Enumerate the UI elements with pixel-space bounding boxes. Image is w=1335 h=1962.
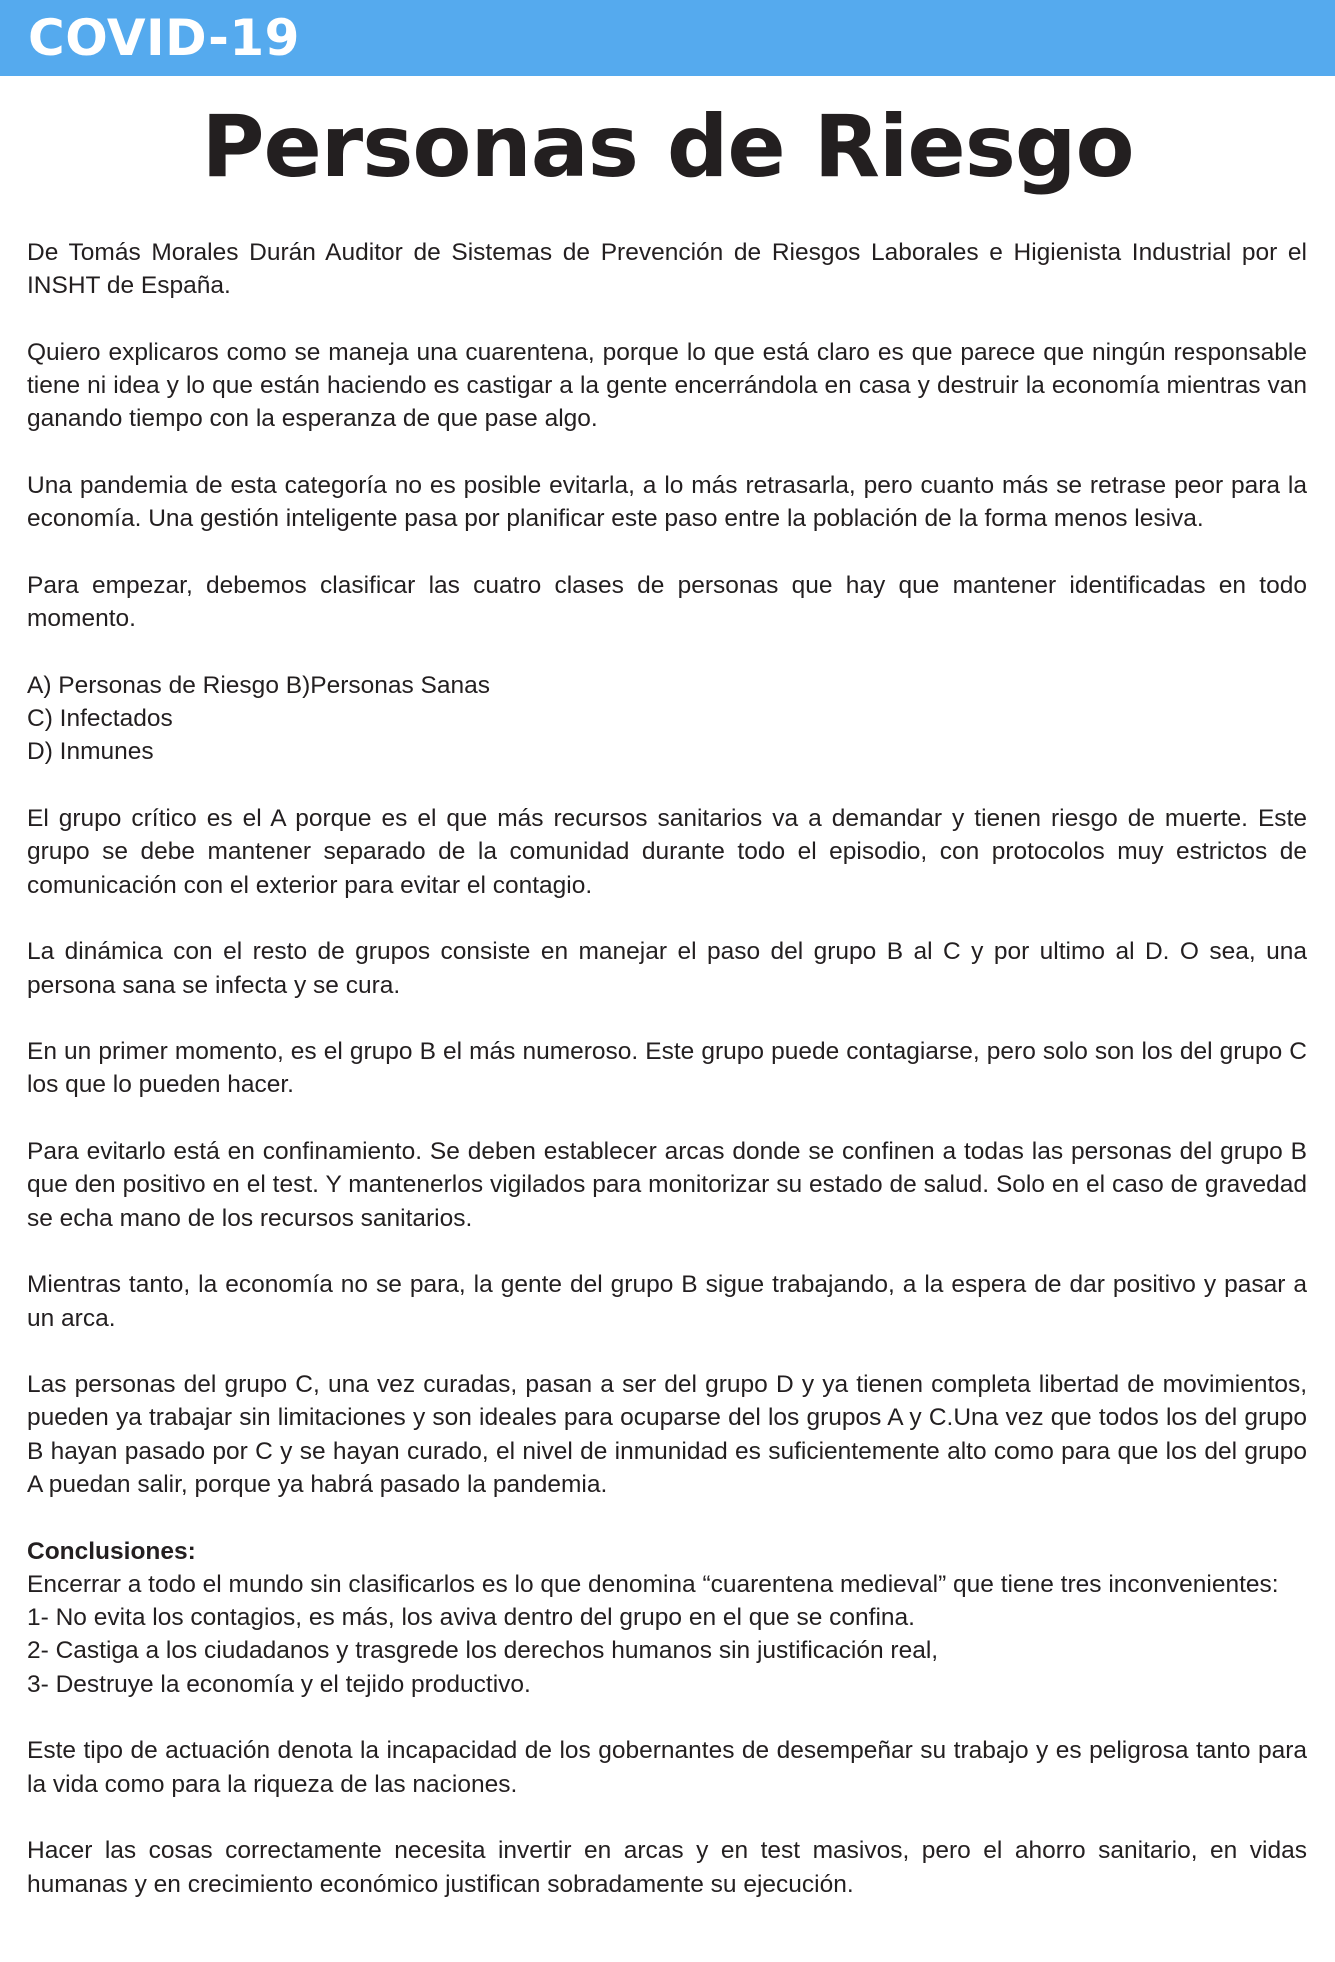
paragraph-9: Las personas del grupo C, una vez curadas, pasan a ser del grupo D y ya tienen completa libertad de movimientos, pueden ya trabajar sin limitaciones y son ideales para ocuparse del los grupos A y C.Una vez que todos los del grupo B hayan pasado por C y se hayan curado, el nivel de inmunidad es suficientemente alto como para que los del grupo A puedan salir, porque ya habrá pasado la pandemia. [27, 1371, 1307, 1498]
page-title: Personas de Riesgo [201, 97, 1134, 197]
conclusion-item: 3- Destruye la economía y el tejido productivo. [27, 1670, 531, 1698]
paragraph-5: La dinámica con el resto de grupos consiste en manejar el paso del grupo B al C y por ultimo al D. O sea, una persona sana se infecta y se cura. [27, 938, 1307, 999]
paragraph-10: Este tipo de actuación denota la incapacidad de los gobernantes de desempeñar su trabajo y es peligrosa tanto para la vida como para la riqueza de las naciones. [27, 1737, 1307, 1798]
conclusions-heading: Conclusiones: [27, 1537, 196, 1565]
paragraph-1: Quiero explicaros como se maneja una cuarentena, porque lo que está claro es que parece que ningún responsable tiene ni idea y lo que están haciendo es castigar a la gente encerrándola en casa y destruir la economía mientras van ganando tiempo con la esperanza de que pase algo. [27, 338, 1307, 433]
paragraph-8: Mientras tanto, la economía no se para, la gente del grupo B sigue trabajando, a la espera de dar positivo y pasar a un arca. [27, 1271, 1307, 1332]
article-body [27, 236, 1307, 1934]
paragraph-4: El grupo crítico es el A porque es el que más recursos sanitarios va a demandar y tienen riesgo de muerte. Este grupo se debe mantener separado de la comunidad durante todo el episodio, con protocolos muy estrictos de comunicación con el exterior para evitar el contagio. [27, 805, 1307, 899]
header-tag: COVID-19 [28, 9, 300, 67]
conclusion-item: 1- No evita los contagios, es más, los aviva dentro del grupo en el que se confina. [27, 1604, 915, 1632]
conclusions-section [27, 1535, 1307, 1701]
header-bar [0, 0, 1335, 76]
paragraph-6: En un primer momento, es el grupo B el más numeroso. Este grupo puede contagiarse, pero solo son los del grupo C los que lo pueden hacer. [27, 1038, 1307, 1099]
paragraph-7: Para evitarlo está en confinamiento. Se deben establecer arcas donde se confinen a todas las personas del grupo B que den positivo en el test. Y mantenerlos vigilados para monitorizar su estado de salud. Solo en el caso de gravedad se echa mano de los recursos sanitarios. [27, 1138, 1307, 1232]
author-intro: De Tomás Morales Durán Auditor de Sistemas de Prevención de Riesgos Laborales e Higienista Industrial por el INSHT de España. [27, 239, 1307, 300]
paragraph-11: Hacer las cosas correctamente necesita invertir en arcas y en test masivos, pero el ahorro sanitario, en vidas humanas y en crecimiento económico justifican sobradamente su ejecución. [27, 1837, 1307, 1898]
group-item: D) Inmunes [27, 738, 154, 766]
conclusion-item: 2- Castiga a los ciudadanos y trasgrede los derechos humanos sin justificación real, [27, 1637, 939, 1665]
paragraph-2: Una pandemia de esta categoría no es posible evitarla, a lo más retrasarla, pero cuanto más se retrase peor para la economía. Una gestión inteligente pasa por planificar este paso entre la población de la forma menos lesiva. [27, 472, 1307, 533]
conclusions-intro: Encerrar a todo el mundo sin clasificarlos es lo que denomina “cuarentena medieval” que tiene tres inconvenientes: [27, 1570, 1279, 1598]
paragraph-3: Para empezar, debemos clasificar las cuatro clases de personas que hay que mantener identificadas en todo momento. [27, 571, 1307, 633]
group-item: A) Personas de Riesgo B)Personas Sanas [27, 671, 491, 699]
groups-list [27, 669, 1307, 769]
group-item: C) Infectados [27, 705, 173, 733]
